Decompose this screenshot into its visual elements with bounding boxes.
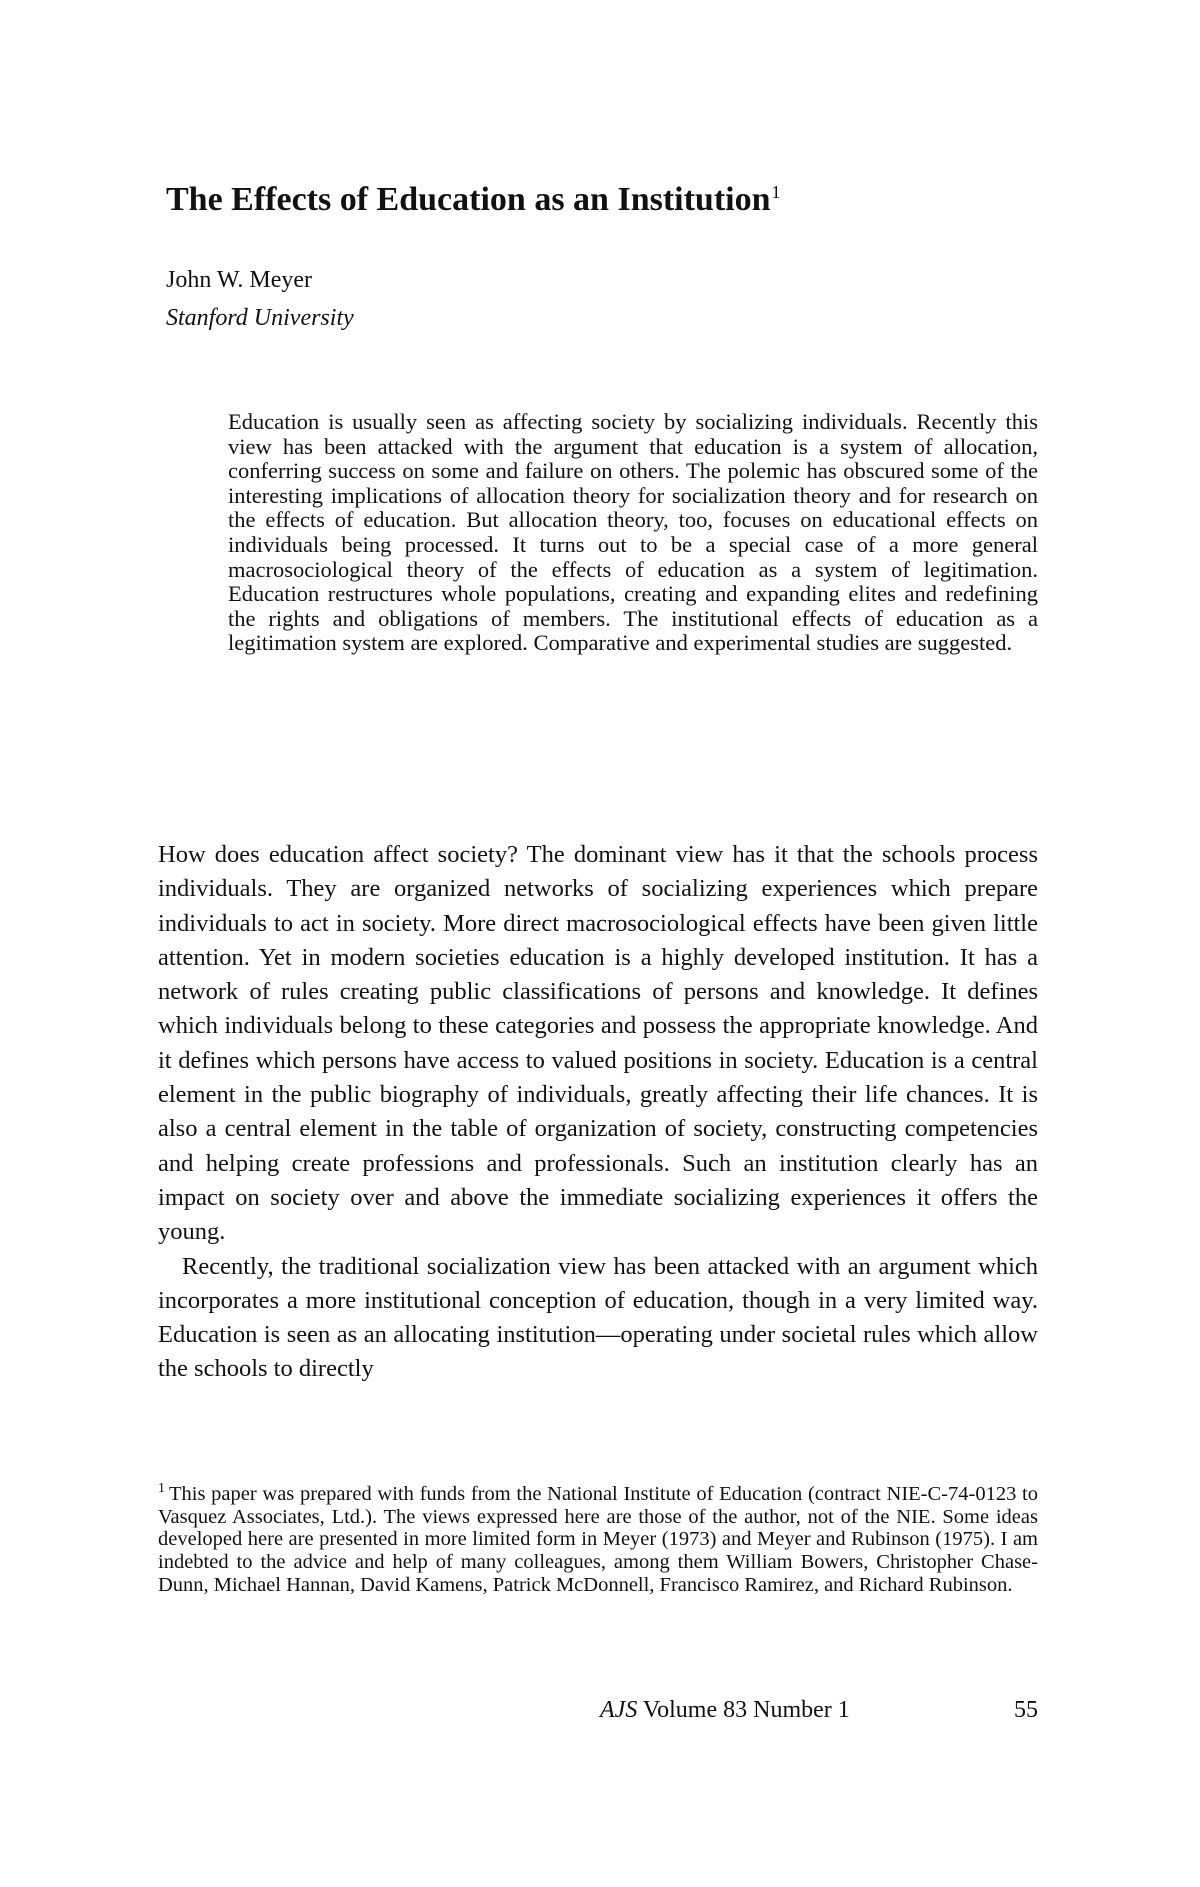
title-footnote-marker: 1 [771,181,781,202]
page-number: 55 [1014,1697,1038,1723]
running-foot [600,1696,1040,1725]
body-paragraph-1: How does education affect society? The dominant view has it that the schools process individuals. They are organized networks of socializing experiences which prepare individuals to act in society. More direct macrosociological effects have been given little attention. Yet in modern societies education is a highly developed institution. It has a network of rules creating public classifications of persons and knowledge. It defines which individuals belong to these categories and possess the appropriate knowledge. And it defines which persons have access to valued positions in society. Education is a central element in the public biography of individuals, greatly affecting their life chances. It is also a central element in the table of organization of society, constructing competencies and helping create professions and professionals. Such an institution clearly has an impact on society over and above the immediate socializing experiences it offers the young. [158,841,1038,1246]
body-text [158,838,1038,1387]
volume-issue: Volume 83 Number 1 [642,1697,850,1723]
footnote-marker: 1 [158,1481,165,1496]
article-title-text: The Effects of Education as an Institution [166,181,771,218]
abstract: Education is usually seen as affecting society by socializing individuals. Recently this view has been attacked with the argument that education is a system of allocation, conferring success on some and failure on others. The polemic has obscured some of the interesting implications of allocation theory for socialization theory and for research on the effects of education. But allocation theory, too, focuses on educational effects on individuals being processed. It turns out to be a special case of a more general macrosociological theory of the effects of education as a system of legitimation. Education restructures whole populations, creating and expanding elites and redefining the rights and obligations of members. The institutional effects of education as a legitimation system are explored. Comparative and experimental studies are suggested. [228,409,1038,656]
journal-abbreviation: AJS [600,1697,638,1723]
article-title [166,180,1066,221]
footnote [158,1478,1038,1597]
author-affiliation: Stanford University [166,305,354,331]
author-name: John W. Meyer [166,267,312,293]
footnote-text: This paper was prepared with funds from the National Institute of Education (contract NIE-C-74-0123 to Vasquez Associates, Ltd.). The views expressed here are those of the author, not of the NIE. Some ideas developed here are presented in more limited form in Meyer (1973) and Meyer and Rubinson (1975). I am indebted to the advice and help of many colleagues, among them William Bowers, Christopher Chase-Dunn, Michael Hannan, David Kamens, Patrick McDonnell, Francisco Ramirez, and Richard Rubinson. [158,1482,1038,1597]
body-paragraph-2: Recently, the traditional socialization view has been attacked with an argument which incorporates a more institutional conception of education, though in a very limited way. Education is seen as an allocating institution—operating under societal rules which allow the schools to directly [158,1252,1038,1383]
